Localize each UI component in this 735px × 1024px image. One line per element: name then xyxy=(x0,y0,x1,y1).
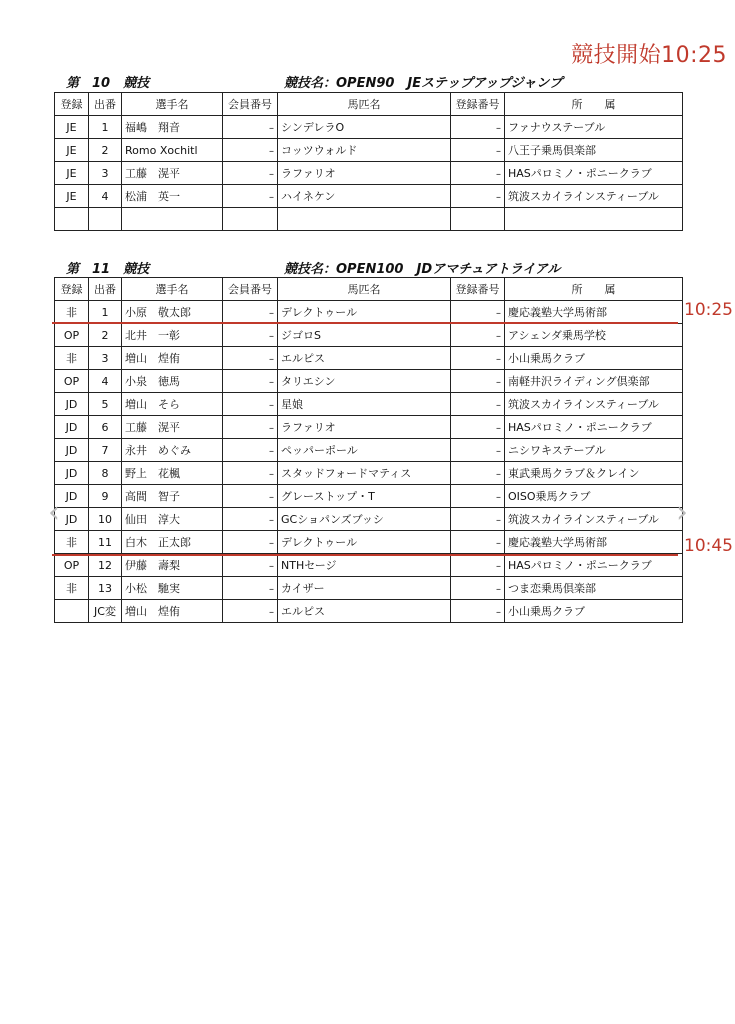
horse-reg-cell xyxy=(451,139,505,162)
registration-cell: JE xyxy=(55,185,89,208)
horse-name-cell: グレーストップ・T xyxy=(278,485,451,508)
table-row xyxy=(55,139,683,162)
member-no-cell xyxy=(223,439,278,462)
header-horse-reg: 登録番号 xyxy=(451,93,505,116)
club-cell: HASパロミノ・ポニークラブ xyxy=(505,554,683,577)
rider-name-cell xyxy=(122,208,223,231)
club-cell: 小山乗馬クラブ xyxy=(505,347,683,370)
prev-page-button[interactable] xyxy=(44,495,64,529)
horse-reg-cell xyxy=(451,347,505,370)
annotation-time-1025: 10:25 xyxy=(684,300,733,320)
horse-reg-cell xyxy=(451,531,505,554)
event-10-header xyxy=(58,72,686,90)
rider-name-cell: 福嶋 翔音 xyxy=(122,116,223,139)
table-row xyxy=(55,531,683,554)
horse-name-cell: デレクトゥール xyxy=(278,301,451,324)
rider-name-cell: 野上 花楓 xyxy=(122,462,223,485)
event-name: 競技名：OPEN90 JEステップアップジャンプ xyxy=(284,76,563,91)
horse-name-cell: ラファリオ xyxy=(278,162,451,185)
rider-name-cell: 増山 煌侑 xyxy=(122,347,223,370)
member-no-cell xyxy=(223,577,278,600)
next-page-button[interactable] xyxy=(672,495,692,529)
member-no-cell xyxy=(223,301,278,324)
header-horse: 馬匹名 xyxy=(278,93,451,116)
order-cell: 9 xyxy=(89,485,122,508)
registration-cell: OP xyxy=(55,554,89,577)
table-row xyxy=(55,324,683,347)
order-cell: 2 xyxy=(89,324,122,347)
horse-name-cell: ジゴロS xyxy=(278,324,451,347)
table-row xyxy=(55,370,683,393)
table-row-empty xyxy=(55,208,683,231)
header-member-no: 会員番号 xyxy=(223,278,278,301)
horse-reg-cell xyxy=(451,416,505,439)
table-row xyxy=(55,393,683,416)
horse-reg-cell xyxy=(451,162,505,185)
horse-name-cell: スタッドフォードマティス xyxy=(278,462,451,485)
order-cell: 1 xyxy=(89,116,122,139)
table-row xyxy=(55,162,683,185)
header-club: 所 属 xyxy=(505,278,683,301)
horse-reg-cell xyxy=(451,185,505,208)
header-horse: 馬匹名 xyxy=(278,278,451,301)
registration-cell: JD xyxy=(55,462,89,485)
order-cell: JC変 xyxy=(89,600,122,623)
chevron-right-icon: › xyxy=(676,494,688,530)
registration-cell: 非 xyxy=(55,577,89,600)
horse-reg-cell xyxy=(451,554,505,577)
rider-name-cell: 増山 煌侑 xyxy=(122,600,223,623)
event-name: 競技名：OPEN100 JDアマチュアトライアル xyxy=(284,262,561,277)
rider-name-cell: 小松 馳実 xyxy=(122,577,223,600)
horse-reg-cell xyxy=(451,116,505,139)
event-10-table xyxy=(54,92,683,231)
registration-cell: 非 xyxy=(55,347,89,370)
horse-reg-cell xyxy=(451,439,505,462)
table-row xyxy=(55,577,683,600)
registration-cell: OP xyxy=(55,370,89,393)
member-no-cell xyxy=(223,116,278,139)
member-no-cell xyxy=(223,324,278,347)
order-cell: 13 xyxy=(89,577,122,600)
horse-reg-cell xyxy=(451,393,505,416)
member-no-cell xyxy=(223,370,278,393)
horse-name-cell: ラファリオ xyxy=(278,416,451,439)
horse-name-cell: ペッパーポール xyxy=(278,439,451,462)
horse-reg-cell xyxy=(451,301,505,324)
order-cell: 7 xyxy=(89,439,122,462)
horse-name-cell: GCショパンズブッシ xyxy=(278,508,451,531)
rider-name-cell: 北井 一彰 xyxy=(122,324,223,347)
horse-name-cell: NTHセージ xyxy=(278,554,451,577)
horse-name-cell: デレクトゥール xyxy=(278,531,451,554)
club-cell: 筑波スカイラインスティーブル xyxy=(505,393,683,416)
order-cell: 4 xyxy=(89,185,122,208)
event-11-table xyxy=(54,277,683,623)
club-cell: ニシワキステーブル xyxy=(505,439,683,462)
member-no-cell xyxy=(223,162,278,185)
member-no-cell xyxy=(223,416,278,439)
table-row xyxy=(55,347,683,370)
header-registration: 登録 xyxy=(55,93,89,116)
member-no-cell xyxy=(223,139,278,162)
order-cell: 3 xyxy=(89,162,122,185)
club-cell: 筑波スカイラインスティーブル xyxy=(505,508,683,531)
table-row xyxy=(55,439,683,462)
table-row xyxy=(55,485,683,508)
table-header-row xyxy=(55,93,683,116)
order-cell: 2 xyxy=(89,139,122,162)
header-member-no: 会員番号 xyxy=(223,93,278,116)
club-cell: 八王子乗馬倶楽部 xyxy=(505,139,683,162)
table-row xyxy=(55,416,683,439)
table-row xyxy=(55,600,683,623)
registration-cell: JD xyxy=(55,508,89,531)
member-no-cell xyxy=(223,554,278,577)
club-cell: 慶応義塾大学馬術部 xyxy=(505,531,683,554)
member-no-cell xyxy=(223,485,278,508)
horse-name-cell: コッツウォルド xyxy=(278,139,451,162)
registration-cell: JE xyxy=(55,162,89,185)
horse-reg-cell xyxy=(451,208,505,231)
rider-name-cell: 小泉 徳馬 xyxy=(122,370,223,393)
horse-name-cell: シンデレラO xyxy=(278,116,451,139)
table-row xyxy=(55,508,683,531)
rider-name-cell: 工藤 滉平 xyxy=(122,416,223,439)
annotation-line-1025 xyxy=(52,322,678,324)
club-cell: 慶応義塾大学馬術部 xyxy=(505,301,683,324)
horse-name-cell: エルピス xyxy=(278,347,451,370)
member-no-cell xyxy=(223,600,278,623)
order-cell: 3 xyxy=(89,347,122,370)
horse-reg-cell xyxy=(451,600,505,623)
table-row xyxy=(55,116,683,139)
rider-name-cell: 高間 智子 xyxy=(122,485,223,508)
horse-name-cell: ハイネケン xyxy=(278,185,451,208)
header-rider: 選手名 xyxy=(122,278,223,301)
rider-name-cell: 仙田 淳大 xyxy=(122,508,223,531)
rider-name-cell: 伊藤 壽梨 xyxy=(122,554,223,577)
event-11-header xyxy=(58,258,686,276)
registration-cell xyxy=(55,208,89,231)
rider-name-cell: 増山 そら xyxy=(122,393,223,416)
rider-name-cell: 永井 めぐみ xyxy=(122,439,223,462)
club-cell: 小山乗馬クラブ xyxy=(505,600,683,623)
club-cell: つま恋乗馬倶楽部 xyxy=(505,577,683,600)
club-cell: 筑波スカイラインスティーブル xyxy=(505,185,683,208)
registration-cell: JD xyxy=(55,439,89,462)
registration-cell: JE xyxy=(55,139,89,162)
order-cell: 6 xyxy=(89,416,122,439)
member-no-cell xyxy=(223,347,278,370)
order-cell: 1 xyxy=(89,301,122,324)
header-order: 出番 xyxy=(89,278,122,301)
header-club: 所 属 xyxy=(505,93,683,116)
club-cell: ファナウステーブル xyxy=(505,116,683,139)
header-registration: 登録 xyxy=(55,278,89,301)
registration-cell: JE xyxy=(55,116,89,139)
event-number: 第 10 競技 xyxy=(66,76,150,91)
horse-name-cell: エルピス xyxy=(278,600,451,623)
horse-reg-cell xyxy=(451,485,505,508)
order-cell: 11 xyxy=(89,531,122,554)
member-no-cell xyxy=(223,462,278,485)
table-row xyxy=(55,554,683,577)
horse-name-cell: 星娘 xyxy=(278,393,451,416)
horse-name-cell xyxy=(278,208,451,231)
order-cell: 10 xyxy=(89,508,122,531)
horse-reg-cell xyxy=(451,324,505,347)
table-row xyxy=(55,301,683,324)
member-no-cell xyxy=(223,508,278,531)
horse-name-cell: タリエシン xyxy=(278,370,451,393)
member-no-cell xyxy=(223,531,278,554)
order-cell: 5 xyxy=(89,393,122,416)
registration-cell: 非 xyxy=(55,301,89,324)
table-row xyxy=(55,462,683,485)
member-no-cell xyxy=(223,185,278,208)
registration-cell xyxy=(55,600,89,623)
registration-cell: JD xyxy=(55,416,89,439)
member-no-cell xyxy=(223,393,278,416)
annotation-line-1045 xyxy=(52,554,678,556)
registration-cell: 非 xyxy=(55,531,89,554)
club-cell: アシェンダ乗馬学校 xyxy=(505,324,683,347)
annotation-time-1045: 10:45 xyxy=(684,536,733,556)
header-rider: 選手名 xyxy=(122,93,223,116)
horse-reg-cell xyxy=(451,370,505,393)
club-cell: OISO乗馬クラブ xyxy=(505,485,683,508)
club-cell: 東武乗馬クラブ＆クレイン xyxy=(505,462,683,485)
rider-name-cell: Romo Xochitl xyxy=(122,139,223,162)
order-cell: 4 xyxy=(89,370,122,393)
order-cell xyxy=(89,208,122,231)
horse-reg-cell xyxy=(451,577,505,600)
start-time-label: 競技開始10:25 xyxy=(571,43,727,68)
registration-cell: JD xyxy=(55,393,89,416)
table-row xyxy=(55,185,683,208)
chevron-left-icon: ‹ xyxy=(48,494,60,530)
header-horse-reg: 登録番号 xyxy=(451,278,505,301)
order-cell: 8 xyxy=(89,462,122,485)
registration-cell: JD xyxy=(55,485,89,508)
table-header-row xyxy=(55,278,683,301)
event-number: 第 11 競技 xyxy=(66,262,150,277)
order-cell: 12 xyxy=(89,554,122,577)
rider-name-cell: 白木 正太郎 xyxy=(122,531,223,554)
club-cell: 南軽井沢ライディング倶楽部 xyxy=(505,370,683,393)
rider-name-cell: 小原 敬太郎 xyxy=(122,301,223,324)
club-cell: HASパロミノ・ポニークラブ xyxy=(505,162,683,185)
registration-cell: OP xyxy=(55,324,89,347)
rider-name-cell: 工藤 滉平 xyxy=(122,162,223,185)
member-no-cell xyxy=(223,208,278,231)
header-order: 出番 xyxy=(89,93,122,116)
rider-name-cell: 松浦 英一 xyxy=(122,185,223,208)
club-cell xyxy=(505,208,683,231)
club-cell: HASパロミノ・ポニークラブ xyxy=(505,416,683,439)
horse-reg-cell xyxy=(451,462,505,485)
horse-reg-cell xyxy=(451,508,505,531)
horse-name-cell: カイザー xyxy=(278,577,451,600)
